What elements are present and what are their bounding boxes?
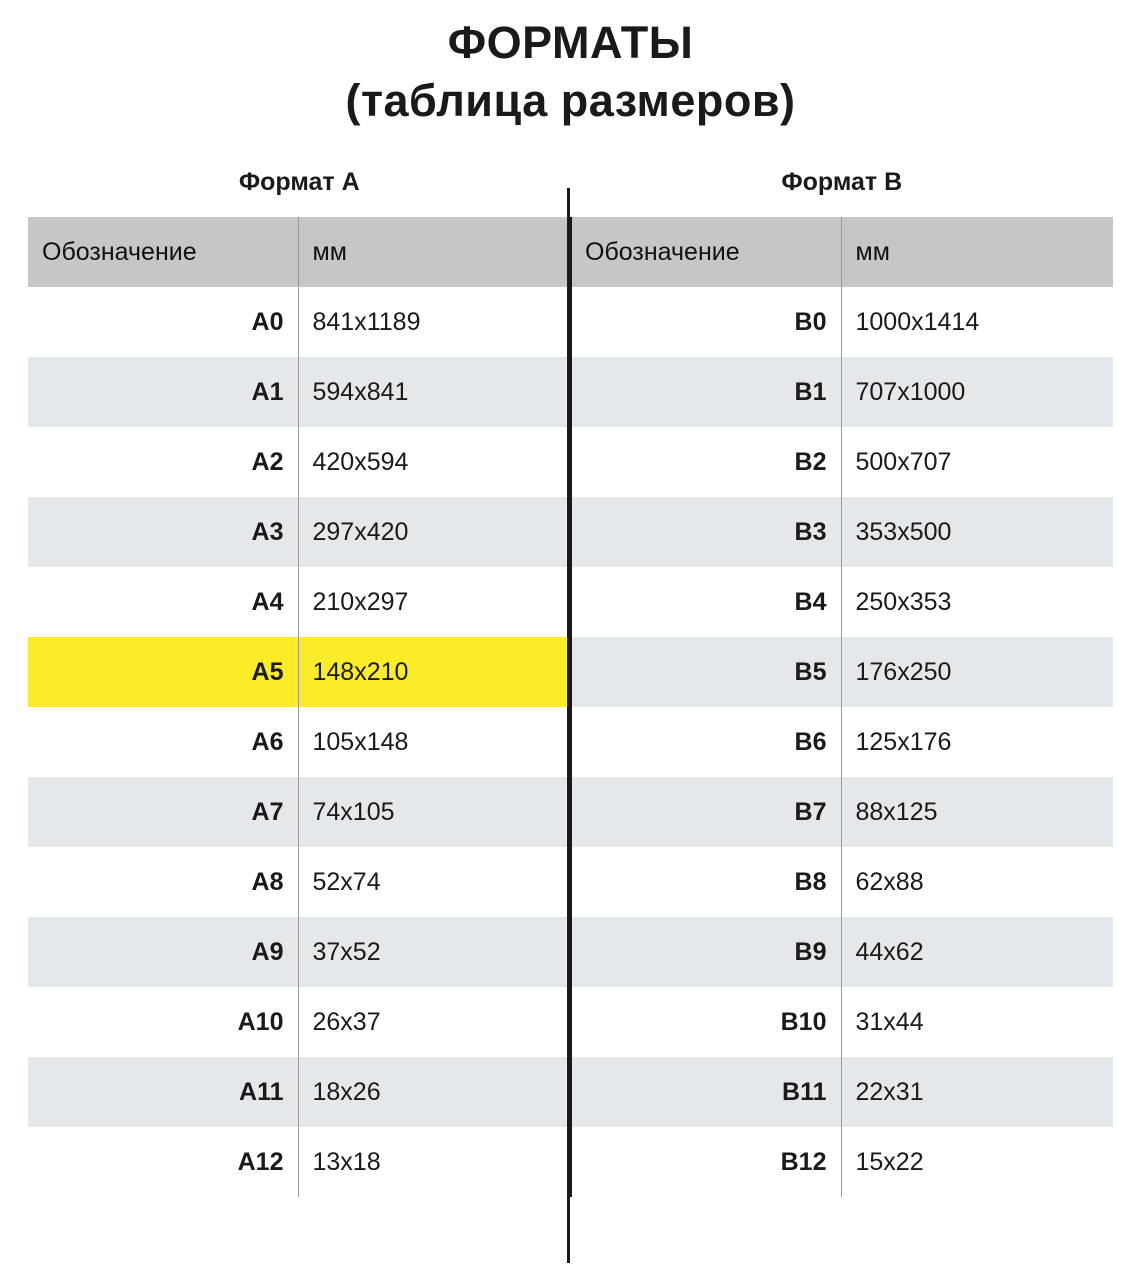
cell-code-a: A7 <box>28 777 298 847</box>
cell-code-a: A12 <box>28 1127 298 1197</box>
cell-code-b: B11 <box>571 1057 841 1127</box>
cell-mm-a: 210x297 <box>298 567 570 637</box>
cell-mm-a: 52x74 <box>298 847 570 917</box>
table-row <box>28 1057 1113 1127</box>
cell-code-a: A0 <box>28 287 298 357</box>
cell-mm-b: 31x44 <box>841 987 1113 1057</box>
cell-mm-b: 22x31 <box>841 1057 1113 1127</box>
table-row <box>28 287 1113 357</box>
cell-mm-b: 88x125 <box>841 777 1113 847</box>
cell-mm-a: 148x210 <box>298 637 570 707</box>
cell-mm-a: 26x37 <box>298 987 570 1057</box>
cell-mm-b: 707x1000 <box>841 357 1113 427</box>
table-header-row <box>28 217 1113 287</box>
cell-mm-a: 74x105 <box>298 777 570 847</box>
cell-code-a: A8 <box>28 847 298 917</box>
table-row <box>28 987 1113 1057</box>
cell-code-b: B4 <box>571 567 841 637</box>
cell-code-b: B12 <box>571 1127 841 1197</box>
cell-mm-b: 125x176 <box>841 707 1113 777</box>
header-designation-a: Обозначение <box>28 217 298 287</box>
cell-mm-a: 13x18 <box>298 1127 570 1197</box>
cell-mm-a: 841x1189 <box>298 287 570 357</box>
cell-code-a: A10 <box>28 987 298 1057</box>
cell-code-b: B0 <box>571 287 841 357</box>
title-line-1: ФОРМАТЫ <box>447 17 694 68</box>
cell-mm-b: 62x88 <box>841 847 1113 917</box>
column-headers <box>0 168 1141 197</box>
cell-mm-a: 18x26 <box>298 1057 570 1127</box>
cell-mm-b: 1000x1414 <box>841 287 1113 357</box>
cell-code-b: B2 <box>571 427 841 497</box>
cell-mm-a: 594x841 <box>298 357 570 427</box>
cell-code-a: A5 <box>28 637 298 707</box>
cell-mm-a: 420x594 <box>298 427 570 497</box>
cell-code-b: B8 <box>571 847 841 917</box>
cell-code-b: B10 <box>571 987 841 1057</box>
cell-mm-b: 15x22 <box>841 1127 1113 1197</box>
cell-mm-a: 37x52 <box>298 917 570 987</box>
cell-code-b: B7 <box>571 777 841 847</box>
table-row <box>28 497 1113 567</box>
cell-mm-a: 297x420 <box>298 497 570 567</box>
cell-mm-b: 44x62 <box>841 917 1113 987</box>
cell-code-a: A2 <box>28 427 298 497</box>
cell-code-b: B5 <box>571 637 841 707</box>
cell-code-a: A1 <box>28 357 298 427</box>
page-title <box>0 0 1141 130</box>
table-row <box>28 707 1113 777</box>
column-header-a: Формат А <box>238 168 360 196</box>
table-row <box>28 637 1113 707</box>
column-header-b: Формат В <box>781 168 903 196</box>
table-row <box>28 1127 1113 1197</box>
table-row <box>28 847 1113 917</box>
table-row <box>28 567 1113 637</box>
cell-code-a: A4 <box>28 567 298 637</box>
header-designation-b: Обозначение <box>571 217 841 287</box>
cell-mm-b: 500x707 <box>841 427 1113 497</box>
cell-code-b: B6 <box>571 707 841 777</box>
table-row <box>28 777 1113 847</box>
header-mm-a: мм <box>298 217 570 287</box>
cell-mm-b: 176x250 <box>841 637 1113 707</box>
cell-mm-b: 353x500 <box>841 497 1113 567</box>
cell-code-a: A9 <box>28 917 298 987</box>
table-row <box>28 427 1113 497</box>
cell-code-b: B3 <box>571 497 841 567</box>
table-row <box>28 917 1113 987</box>
cell-code-b: B1 <box>571 357 841 427</box>
header-mm-b: мм <box>841 217 1113 287</box>
table-row <box>28 357 1113 427</box>
title-line-2: (таблица размеров) <box>345 75 796 126</box>
formats-table <box>28 217 1113 1197</box>
cell-code-a: A3 <box>28 497 298 567</box>
cell-code-a: A11 <box>28 1057 298 1127</box>
cell-code-a: A6 <box>28 707 298 777</box>
cell-mm-b: 250x353 <box>841 567 1113 637</box>
cell-mm-a: 105x148 <box>298 707 570 777</box>
vertical-divider <box>567 188 570 1263</box>
cell-code-b: B9 <box>571 917 841 987</box>
